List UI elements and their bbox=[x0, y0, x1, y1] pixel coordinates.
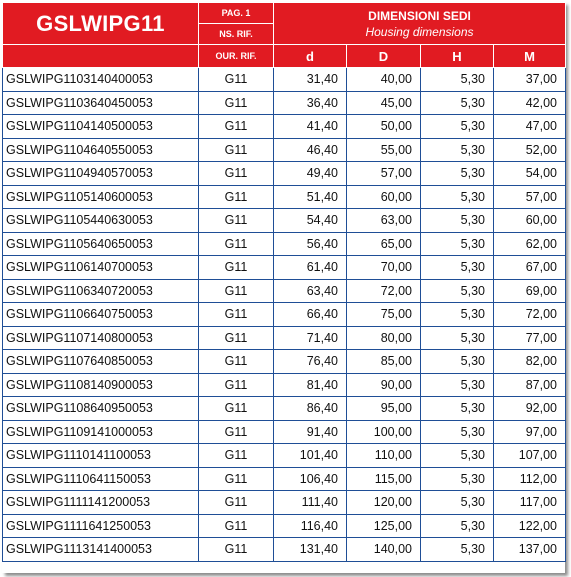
outer-diameter-cell: 40,00 bbox=[347, 68, 421, 92]
outer-diameter-cell: 100,00 bbox=[347, 420, 421, 444]
part-code-cell: GSLWIPG1106640750053 bbox=[3, 303, 199, 327]
inner-diameter-cell: 116,40 bbox=[274, 514, 347, 538]
table-row bbox=[3, 91, 566, 115]
table-row bbox=[3, 326, 566, 350]
table-row bbox=[3, 303, 566, 327]
inner-diameter-cell: 81,40 bbox=[274, 373, 347, 397]
table-row bbox=[3, 115, 566, 139]
dimensions-title-it: DIMENSIONI SEDI bbox=[368, 8, 471, 23]
inner-diameter-cell: 76,40 bbox=[274, 350, 347, 374]
m-dimension-cell: 57,00 bbox=[494, 185, 566, 209]
height-cell: 5,30 bbox=[421, 467, 494, 491]
inner-diameter-cell: 131,40 bbox=[274, 538, 347, 562]
dimensions-title-en: Housing dimensions bbox=[365, 24, 474, 39]
table-row bbox=[3, 373, 566, 397]
outer-diameter-cell: 63,00 bbox=[347, 209, 421, 233]
part-code-cell: GSLWIPG1103140400053 bbox=[3, 68, 199, 92]
datasheet-table-frame bbox=[2, 2, 565, 573]
inner-diameter-cell: 36,40 bbox=[274, 91, 347, 115]
page-label: PAG. 1 bbox=[199, 3, 274, 24]
height-cell: 5,30 bbox=[421, 185, 494, 209]
reference-cell: G11 bbox=[199, 162, 274, 186]
part-code-cell: GSLWIPG1107140800053 bbox=[3, 326, 199, 350]
outer-diameter-cell: 72,00 bbox=[347, 279, 421, 303]
part-code-cell: GSLWIPG1111141200053 bbox=[3, 491, 199, 515]
m-dimension-cell: 47,00 bbox=[494, 115, 566, 139]
m-dimension-cell: 69,00 bbox=[494, 279, 566, 303]
table-row bbox=[3, 397, 566, 421]
outer-diameter-cell: 120,00 bbox=[347, 491, 421, 515]
part-code-cell: GSLWIPG1111641250053 bbox=[3, 514, 199, 538]
m-dimension-cell: 117,00 bbox=[494, 491, 566, 515]
reference-cell: G11 bbox=[199, 209, 274, 233]
part-code-cell: GSLWIPG1105440630053 bbox=[3, 209, 199, 233]
table-row bbox=[3, 444, 566, 468]
inner-diameter-cell: 54,40 bbox=[274, 209, 347, 233]
outer-diameter-cell: 60,00 bbox=[347, 185, 421, 209]
part-code-cell: GSLWIPG1108140900053 bbox=[3, 373, 199, 397]
m-dimension-cell: 52,00 bbox=[494, 138, 566, 162]
outer-diameter-cell: 95,00 bbox=[347, 397, 421, 421]
reference-cell: G11 bbox=[199, 303, 274, 327]
reference-cell: G11 bbox=[199, 256, 274, 280]
height-cell: 5,30 bbox=[421, 68, 494, 92]
m-dimension-cell: 62,00 bbox=[494, 232, 566, 256]
housing-dimensions-table bbox=[2, 2, 566, 562]
part-code-cell: GSLWIPG1104640550053 bbox=[3, 138, 199, 162]
outer-diameter-cell: 50,00 bbox=[347, 115, 421, 139]
reference-cell: G11 bbox=[199, 115, 274, 139]
height-cell: 5,30 bbox=[421, 538, 494, 562]
table-row bbox=[3, 514, 566, 538]
ns-rif-label: NS. RIF. bbox=[199, 24, 274, 45]
outer-diameter-cell: 70,00 bbox=[347, 256, 421, 280]
part-code-cell: GSLWIPG1104140500053 bbox=[3, 115, 199, 139]
inner-diameter-cell: 31,40 bbox=[274, 68, 347, 92]
m-dimension-cell: 122,00 bbox=[494, 514, 566, 538]
table-row bbox=[3, 68, 566, 92]
reference-cell: G11 bbox=[199, 68, 274, 92]
height-cell: 5,30 bbox=[421, 420, 494, 444]
outer-diameter-cell: 65,00 bbox=[347, 232, 421, 256]
height-cell: 5,30 bbox=[421, 138, 494, 162]
height-cell: 5,30 bbox=[421, 350, 494, 374]
m-dimension-cell: 97,00 bbox=[494, 420, 566, 444]
m-dimension-cell: 42,00 bbox=[494, 91, 566, 115]
height-cell: 5,30 bbox=[421, 444, 494, 468]
part-code-cell: GSLWIPG1113141400053 bbox=[3, 538, 199, 562]
m-dimension-cell: 92,00 bbox=[494, 397, 566, 421]
m-dimension-cell: 77,00 bbox=[494, 326, 566, 350]
outer-diameter-cell: 140,00 bbox=[347, 538, 421, 562]
part-code-cell: GSLWIPG1108640950053 bbox=[3, 397, 199, 421]
m-dimension-cell: 107,00 bbox=[494, 444, 566, 468]
part-code-cell: GSLWIPG1105140600053 bbox=[3, 185, 199, 209]
height-cell: 5,30 bbox=[421, 303, 494, 327]
reference-cell: G11 bbox=[199, 491, 274, 515]
m-dimension-cell: 37,00 bbox=[494, 68, 566, 92]
m-dimension-cell: 112,00 bbox=[494, 467, 566, 491]
inner-diameter-cell: 56,40 bbox=[274, 232, 347, 256]
table-body bbox=[3, 68, 566, 562]
m-dimension-cell: 60,00 bbox=[494, 209, 566, 233]
m-dimension-cell: 54,00 bbox=[494, 162, 566, 186]
inner-diameter-cell: 91,40 bbox=[274, 420, 347, 444]
reference-cell: G11 bbox=[199, 538, 274, 562]
inner-diameter-cell: 61,40 bbox=[274, 256, 347, 280]
outer-diameter-cell: 125,00 bbox=[347, 514, 421, 538]
inner-diameter-cell: 111,40 bbox=[274, 491, 347, 515]
reference-cell: G11 bbox=[199, 420, 274, 444]
part-code-cell: GSLWIPG1110141100053 bbox=[3, 444, 199, 468]
reference-cell: G11 bbox=[199, 138, 274, 162]
table-row bbox=[3, 467, 566, 491]
code-column-header bbox=[3, 45, 199, 68]
reference-cell: G11 bbox=[199, 373, 274, 397]
reference-cell: G11 bbox=[199, 279, 274, 303]
outer-diameter-cell: 115,00 bbox=[347, 467, 421, 491]
table-row bbox=[3, 185, 566, 209]
outer-diameter-cell: 80,00 bbox=[347, 326, 421, 350]
our-rif-label: OUR. RIF. bbox=[199, 45, 274, 68]
reference-cell: G11 bbox=[199, 514, 274, 538]
part-code-cell: GSLWIPG1110641150053 bbox=[3, 467, 199, 491]
outer-diameter-cell: 110,00 bbox=[347, 444, 421, 468]
part-code-cell: GSLWIPG1103640450053 bbox=[3, 91, 199, 115]
inner-diameter-cell: 106,40 bbox=[274, 467, 347, 491]
inner-diameter-cell: 71,40 bbox=[274, 326, 347, 350]
part-code-cell: GSLWIPG1106340720053 bbox=[3, 279, 199, 303]
m-dimension-cell: 137,00 bbox=[494, 538, 566, 562]
height-cell: 5,30 bbox=[421, 232, 494, 256]
height-cell: 5,30 bbox=[421, 162, 494, 186]
inner-diameter-cell: 49,40 bbox=[274, 162, 347, 186]
outer-diameter-cell: 55,00 bbox=[347, 138, 421, 162]
table-row bbox=[3, 256, 566, 280]
inner-diameter-cell: 86,40 bbox=[274, 397, 347, 421]
height-cell: 5,30 bbox=[421, 397, 494, 421]
outer-diameter-cell: 85,00 bbox=[347, 350, 421, 374]
table-row bbox=[3, 209, 566, 233]
inner-diameter-cell: 66,40 bbox=[274, 303, 347, 327]
height-cell: 5,30 bbox=[421, 256, 494, 280]
outer-diameter-cell: 90,00 bbox=[347, 373, 421, 397]
table-row bbox=[3, 162, 566, 186]
height-cell: 5,30 bbox=[421, 514, 494, 538]
column-header-M: M bbox=[494, 45, 566, 68]
part-code-cell: GSLWIPG1104940570053 bbox=[3, 162, 199, 186]
inner-diameter-cell: 63,40 bbox=[274, 279, 347, 303]
reference-cell: G11 bbox=[199, 91, 274, 115]
m-dimension-cell: 72,00 bbox=[494, 303, 566, 327]
table-row bbox=[3, 279, 566, 303]
m-dimension-cell: 67,00 bbox=[494, 256, 566, 280]
m-dimension-cell: 82,00 bbox=[494, 350, 566, 374]
table-row bbox=[3, 138, 566, 162]
outer-diameter-cell: 45,00 bbox=[347, 91, 421, 115]
height-cell: 5,30 bbox=[421, 326, 494, 350]
reference-cell: G11 bbox=[199, 397, 274, 421]
table-header bbox=[3, 3, 566, 68]
inner-diameter-cell: 51,40 bbox=[274, 185, 347, 209]
part-code-cell: GSLWIPG1105640650053 bbox=[3, 232, 199, 256]
product-title: GSLWIPG11 bbox=[3, 3, 199, 45]
outer-diameter-cell: 75,00 bbox=[347, 303, 421, 327]
reference-cell: G11 bbox=[199, 350, 274, 374]
outer-diameter-cell: 57,00 bbox=[347, 162, 421, 186]
column-header-d: d bbox=[274, 45, 347, 68]
inner-diameter-cell: 101,40 bbox=[274, 444, 347, 468]
table-row bbox=[3, 232, 566, 256]
inner-diameter-cell: 46,40 bbox=[274, 138, 347, 162]
height-cell: 5,30 bbox=[421, 491, 494, 515]
column-header-H: H bbox=[421, 45, 494, 68]
part-code-cell: GSLWIPG1107640850053 bbox=[3, 350, 199, 374]
part-code-cell: GSLWIPG1109141000053 bbox=[3, 420, 199, 444]
height-cell: 5,30 bbox=[421, 279, 494, 303]
table-row bbox=[3, 420, 566, 444]
table-row bbox=[3, 350, 566, 374]
reference-cell: G11 bbox=[199, 185, 274, 209]
height-cell: 5,30 bbox=[421, 115, 494, 139]
reference-cell: G11 bbox=[199, 467, 274, 491]
height-cell: 5,30 bbox=[421, 91, 494, 115]
table-row bbox=[3, 538, 566, 562]
reference-cell: G11 bbox=[199, 232, 274, 256]
part-code-cell: GSLWIPG1106140700053 bbox=[3, 256, 199, 280]
height-cell: 5,30 bbox=[421, 373, 494, 397]
column-header-D: D bbox=[347, 45, 421, 68]
reference-cell: G11 bbox=[199, 444, 274, 468]
table-row bbox=[3, 491, 566, 515]
dimensions-title bbox=[274, 3, 566, 45]
height-cell: 5,30 bbox=[421, 209, 494, 233]
m-dimension-cell: 87,00 bbox=[494, 373, 566, 397]
reference-cell: G11 bbox=[199, 326, 274, 350]
inner-diameter-cell: 41,40 bbox=[274, 115, 347, 139]
